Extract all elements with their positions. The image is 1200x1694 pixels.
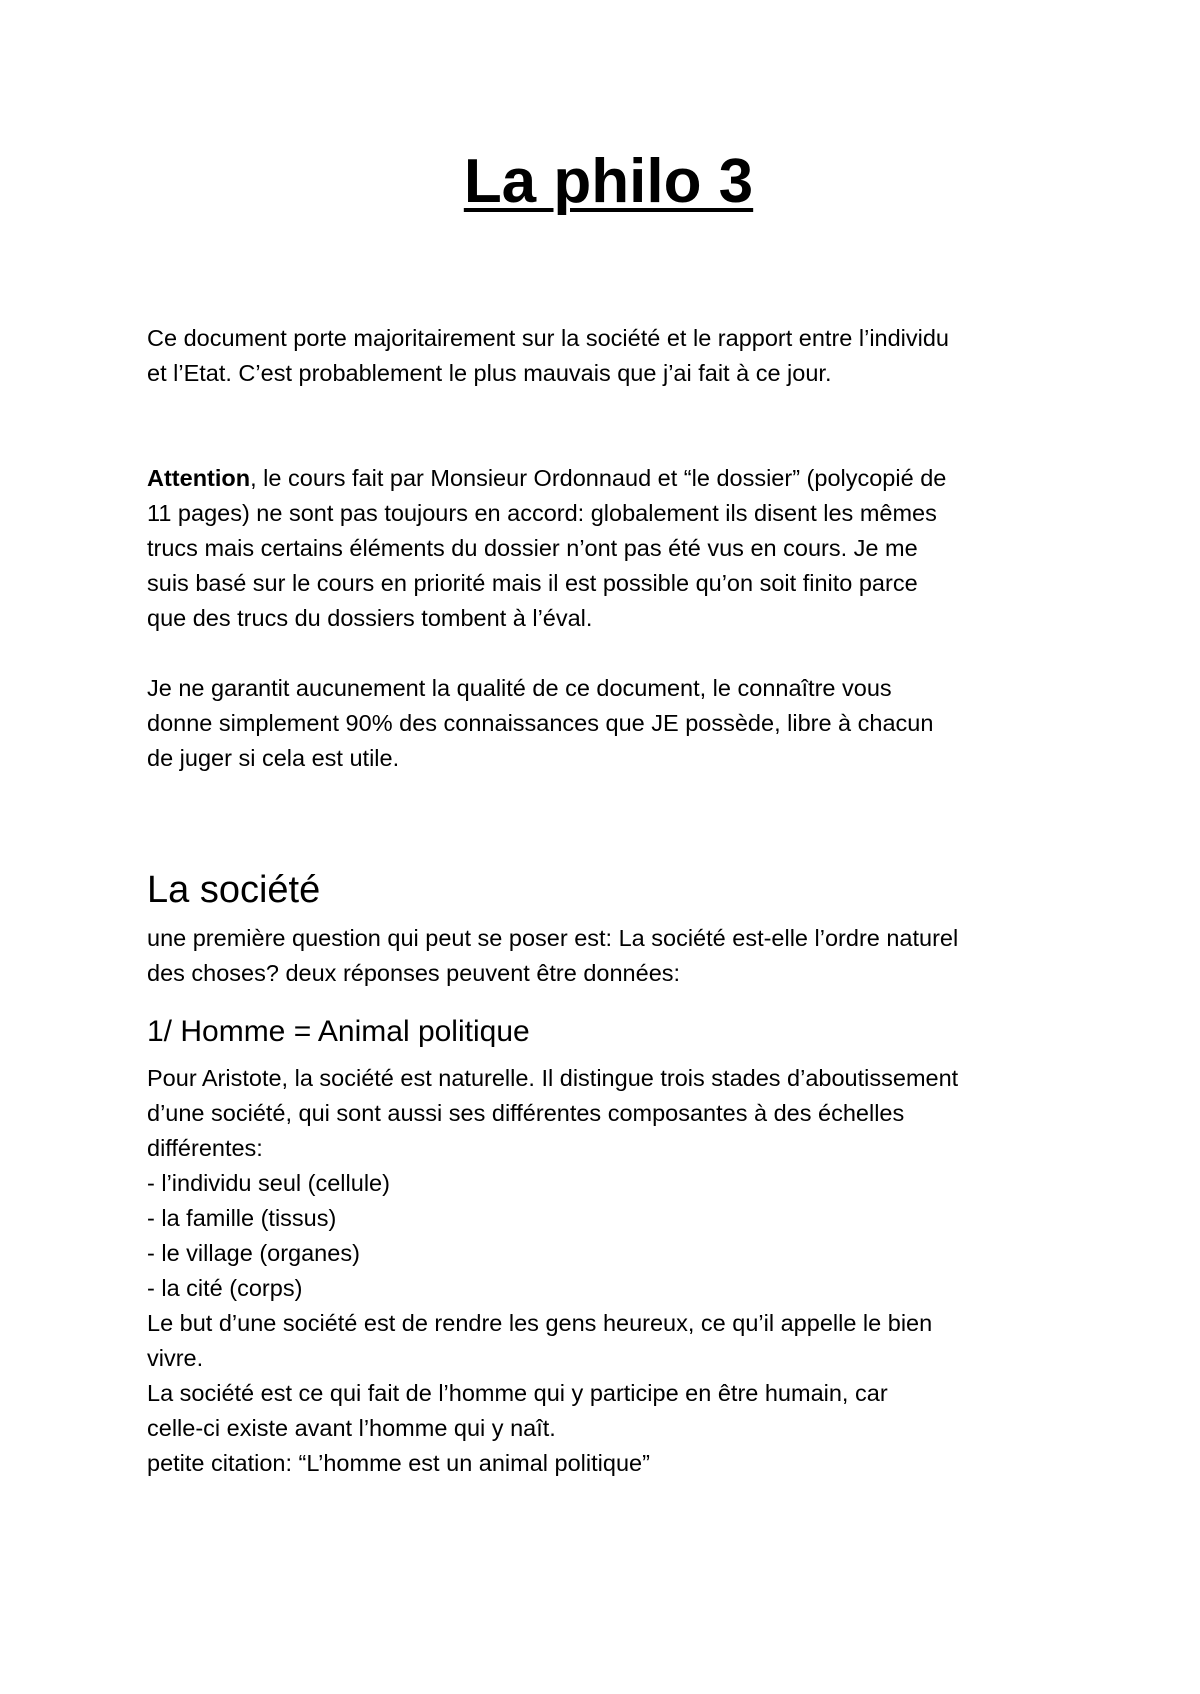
aristote-line: Pour Aristote, la société est naturelle. Il distingue trois stades d’aboutissement — [147, 1065, 959, 1091]
disclaimer-line: donne simplement 90% des connaissances que JE possède, libre à chacun — [147, 710, 934, 736]
list-item: - la famille (tissus) — [147, 1205, 337, 1231]
aristote-line: d’une société, qui sont aussi ses différentes composantes à des échelles — [147, 1100, 905, 1126]
citation-line: petite citation: “L’homme est un animal politique” — [147, 1450, 650, 1476]
document-title: La philo 3 — [463, 147, 754, 216]
aristote-paragraph — [147, 1061, 1070, 1481]
attention-bold-word: Attention — [147, 465, 251, 491]
disclaimer-paragraph — [147, 671, 1070, 776]
title-container — [0, 0, 1200, 218]
intro-line: Ce document porte majoritairement sur la société et le rapport entre l’individu — [147, 325, 950, 351]
aristote-line: celle-ci existe avant l’homme qui y naît. — [147, 1415, 556, 1441]
attention-paragraph — [147, 461, 1070, 636]
attention-first-line-rest: , le cours fait par Monsieur Ordonnaud et “le dossier” (polycopié de — [250, 465, 947, 491]
aristote-line: différentes: — [147, 1135, 263, 1161]
attention-line: suis basé sur le cours en priorité mais il est possible qu’on soit finito parce — [147, 570, 918, 596]
attention-line-first — [147, 461, 1070, 496]
society-paragraph — [147, 921, 1070, 991]
section-heading-society: La société — [147, 869, 321, 911]
list-item: - l’individu seul (cellule) — [147, 1170, 390, 1196]
disclaimer-line: Je ne garantit aucunement la qualité de ce document, le connaître vous — [147, 675, 892, 701]
attention-line: trucs mais certains éléments du dossier n’ont pas été vus en cours. Je me — [147, 535, 918, 561]
list-item: - le village (organes) — [147, 1240, 360, 1266]
society-line: des choses? deux réponses peuvent être données: — [147, 960, 681, 986]
society-line: une première question qui peut se poser est: La société est-elle l’ordre naturel — [147, 925, 959, 951]
intro-paragraph — [147, 321, 1070, 391]
list-item: - la cité (corps) — [147, 1275, 303, 1301]
aristote-line: Le but d’une société est de rendre les gens heureux, ce qu’il appelle le bien — [147, 1310, 933, 1336]
aristote-line: La société est ce qui fait de l’homme qui y participe en être humain, car — [147, 1380, 888, 1406]
disclaimer-line: de juger si cela est utile. — [147, 745, 400, 771]
subsection-heading-animal-politique: 1/ Homme = Animal politique — [147, 1015, 530, 1048]
intro-line: et l’Etat. C’est probablement le plus mauvais que j’ai fait à ce jour. — [147, 360, 832, 386]
attention-line: 11 pages) ne sont pas toujours en accord: globalement ils disent les mêmes — [147, 500, 937, 526]
aristote-line: vivre. — [147, 1345, 204, 1371]
attention-line: que des trucs du dossiers tombent à l’éval. — [147, 605, 593, 631]
